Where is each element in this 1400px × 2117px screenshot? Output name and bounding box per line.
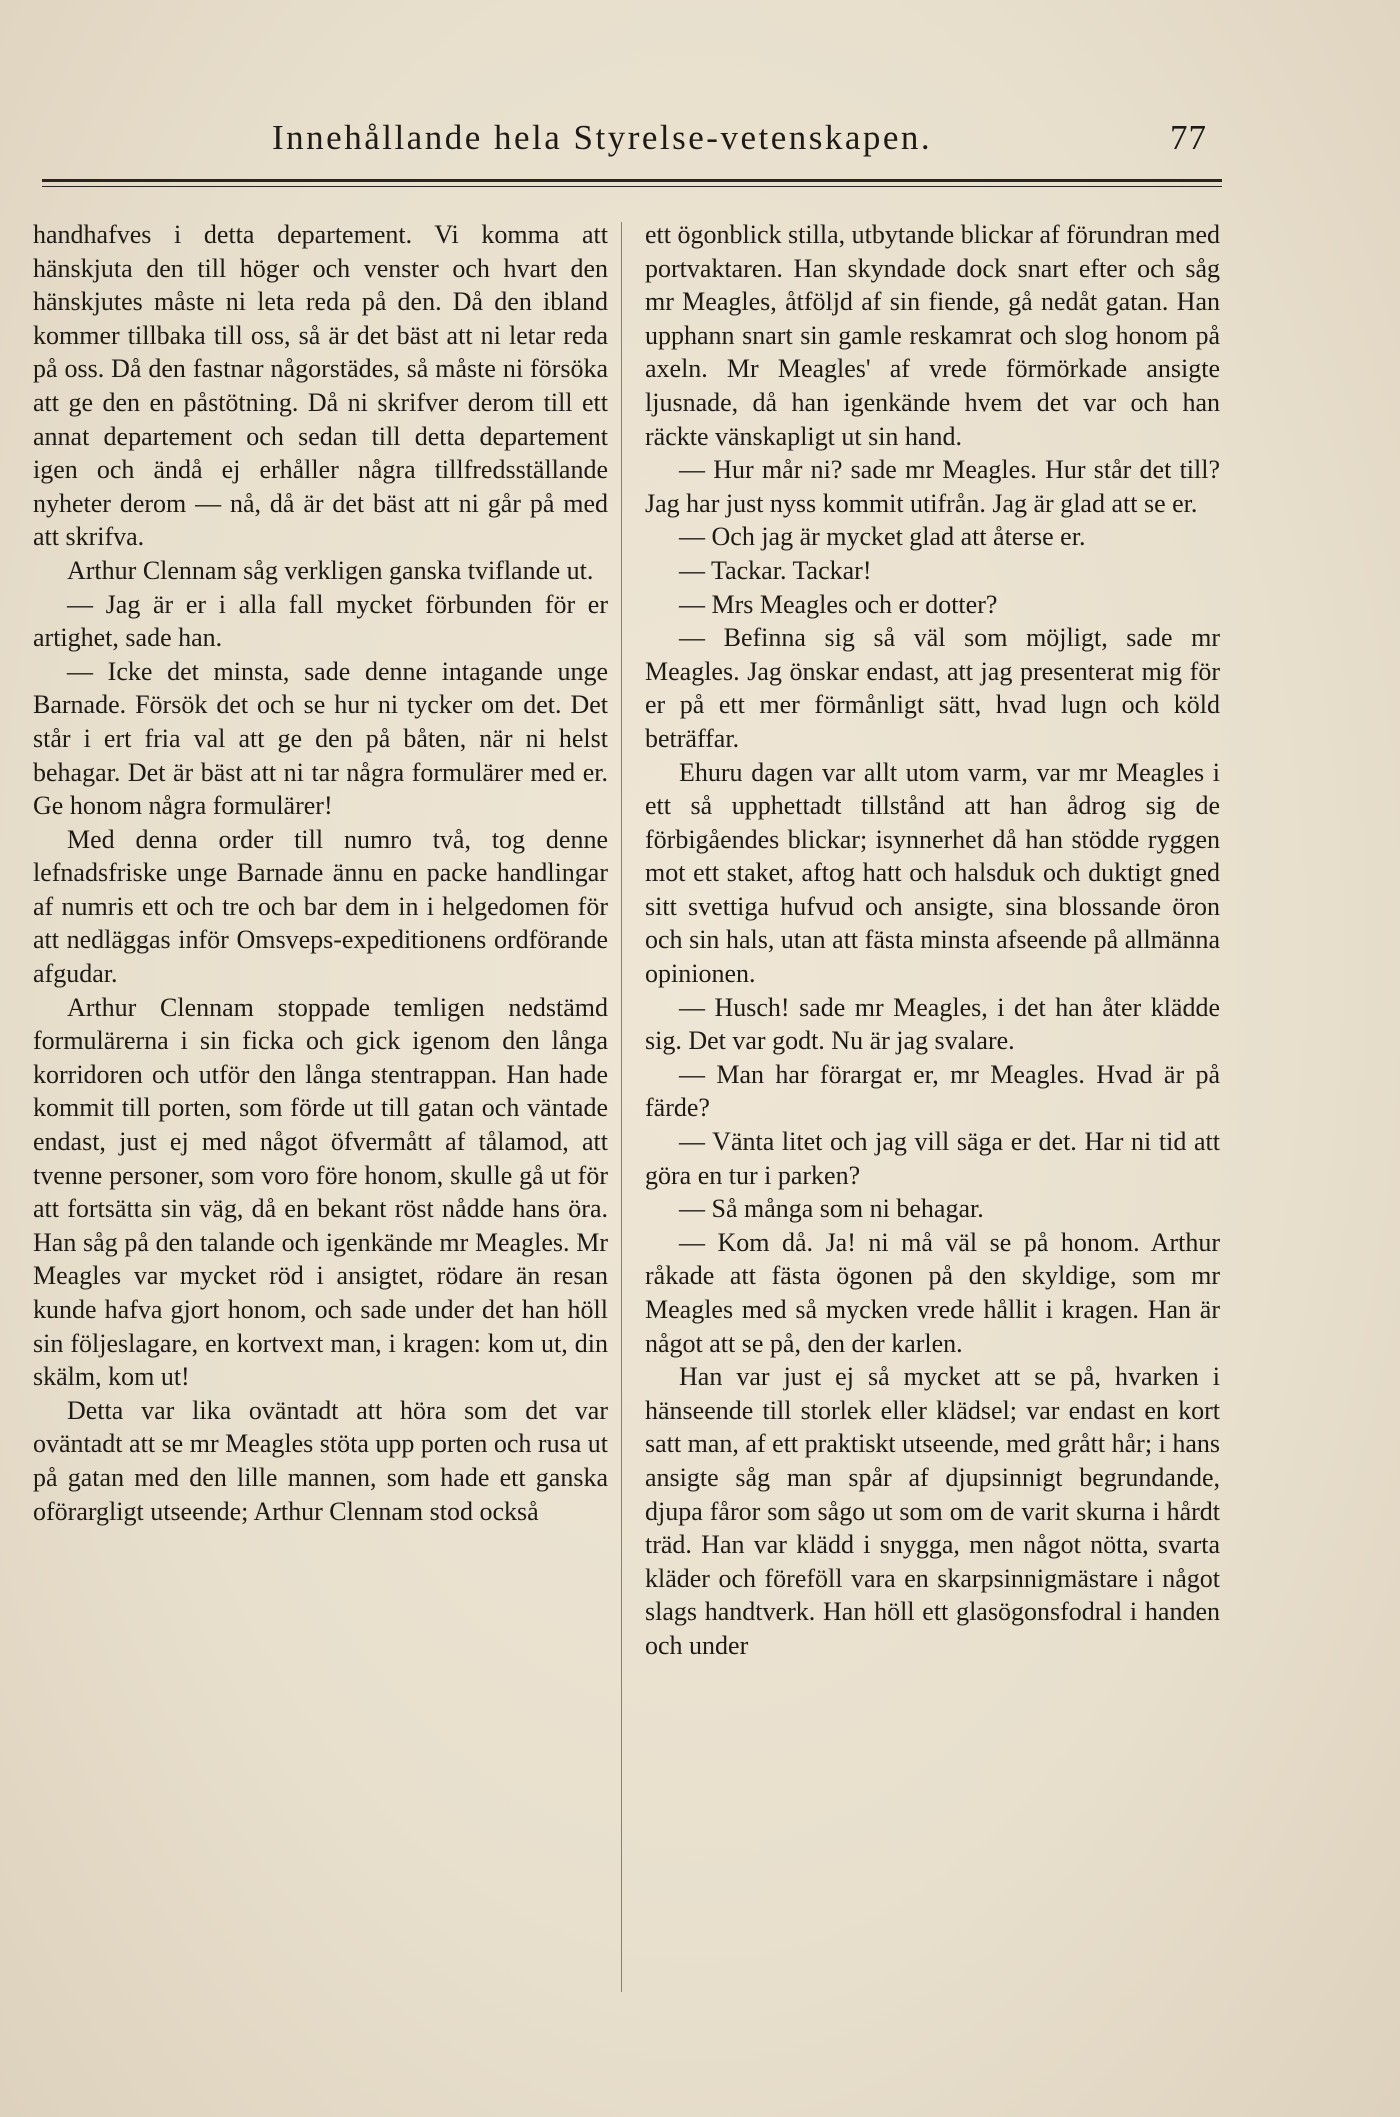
paragraph: — Tackar. Tackar! (679, 555, 872, 585)
paragraph: Arthur Clennam stoppade temligen nedstämd formulärerna i sin ficka och gick igenom den långa korridoren och utför den långa stentrappan. Han hade kommit till porten, som förde ut till gatan och väntade endast, just ej med något öfvermått af tålamod, att tvenne personer, som voro före honom, skulle gå ut för att fortsätta sin väg, då en bekant röst nådde hans öra. Han såg på den talande och igenkände mr Meagles. Mr Meagles var mycket röd i ansigtet, rödare än resan kunde hafva gjort honom, och sade under det han höll sin följeslagare, en kortvext man, i kragen: kom ut, din skälm, kom ut! (33, 992, 608, 1392)
page-number: 77 (1170, 118, 1207, 157)
paragraph: — Vänta litet och jag vill säga er det. Har ni tid att göra en tur i parken? (645, 1127, 1220, 1190)
paragraph: — Icke det minsta, sade denne intagande unge Barnade. Försök det och se hur ni tycker om det. Det står i ert fria val att ge den på båten, när ni helst behagar. Det är bäst att ni tar några formulärer med er. Ge honom några formulärer! (33, 656, 608, 821)
paragraph: handhafves i detta departement. Vi komma att hänskjuta den till höger och venster och hvart den hänskjutes måste ni leta reda på den. Då den ibland kommer tillbaka till oss, så är det bäst att ni letar reda på oss. Då den fastnar någorstädes, så måste ni försöka att ge den en påstötning. Då ni skrifver derom till ett annat departement och sedan till detta departement igen och ändå ej erhåller några tillfredsställande nyheter derom — nå, då är det bäst att ni går på med att skrifva. (33, 220, 608, 552)
left-column (33, 218, 608, 1528)
paragraph: — Hur mår ni? sade mr Meagles. Hur står det till? Jag har just nyss kommit utifrån. Jag är glad att se er. (645, 455, 1220, 518)
paragraph: Han var just ej så mycket att se på, hvarken i hänseende till storlek eller klädsel; var endast en kort satt man, af ett praktiskt utseende, med grått hår; i hans ansigte såg man spår af djupsinnigt begrundande, djupa fåror som sågo ut som om de varit skurna i hårdt träd. Han var klädd i snygga, men något nötta, svarta kläder och föreföll vara en skarpsinnigmästare i något slags handtverk. Han höll ett glasögonsfodral i handen och under (645, 1362, 1220, 1660)
paragraph: — Jag är er i alla fall mycket förbunden för er artighet, sade han. (33, 589, 608, 653)
paragraph: — Kom då. Ja! ni må väl se på honom. Arthur råkade att fästa ögonen på den skyldige, som mr Meagles med så mycken vrede hållit i kragen. Han är något att se på, den der karlen. (645, 1227, 1220, 1358)
paragraph: Ehuru dagen var allt utom varm, var mr Meagles i ett så upphettadt tillstånd att han ådrog sig de förbigåendes blickar; isynnerhet då han stödde ryggen mot ett staket, aftog hatt och halsduk och duktigt gned sitt svettiga hufvud och ansigte, sina blossande öron och sin hals, utan att fästa minsta afseende på allmänna opinionen. (645, 757, 1220, 989)
header-rule-thick (42, 179, 1222, 182)
running-header (0, 118, 1400, 168)
paragraph: — Så många som ni behagar. (679, 1194, 984, 1224)
paragraph: Med denna order till numro två, tog denne lefnadsfriske unge Barnade ännu en packe handlingar af numris ett och tre och bar dem in i helgedomen för att nedläggas inför Omsveps-expeditionens ordförande afgudar. (33, 824, 608, 989)
paragraph: Detta var lika oväntadt att höra som det var oväntadt att se mr Meagles stöta upp porten och rusa ut på gatan med den lille mannen, som hade ett ganska oförargligt utseende; Arthur Clennam stod också (33, 1395, 608, 1526)
running-title: Innehållande hela Styrelse-vetenskapen. (272, 118, 933, 157)
column-divider (621, 222, 622, 1992)
paragraph: — Befinna sig så väl som möjligt, sade mr Meagles. Jag önskar endast, att jag presenterat mig för er på ett mer förmånligt sätt, hvad lugn och köld beträffar. (645, 623, 1220, 753)
paragraph: ett ögonblick stilla, utbytande blickar af förundran med portvaktaren. Han skyndade dock snart efter och såg mr Meagles, åtföljd af sin fiende, gå nedåt gatan. Han upphann snart sin gamle reskamrat och slog honom på axeln. Mr Meagles' af vrede förmörkade ansigte ljusnade, då han igenkände hvem det var och han räckte vänskapligt ut sin hand. (645, 220, 1220, 451)
right-column (645, 218, 1220, 1663)
paragraph: — Mrs Meagles och er dotter? (679, 589, 998, 619)
paragraph: Arthur Clennam såg verkligen ganska tviflande ut. (67, 555, 594, 585)
paragraph: — Man har förargat er, mr Meagles. Hvad är på färde? (645, 1059, 1220, 1123)
header-rule-thin (42, 186, 1222, 187)
paragraph: — Och jag är mycket glad att återse er. (679, 522, 1086, 552)
paragraph: — Husch! sade mr Meagles, i det han åter klädde sig. Det var godt. Nu är jag svalare. (645, 992, 1220, 1056)
